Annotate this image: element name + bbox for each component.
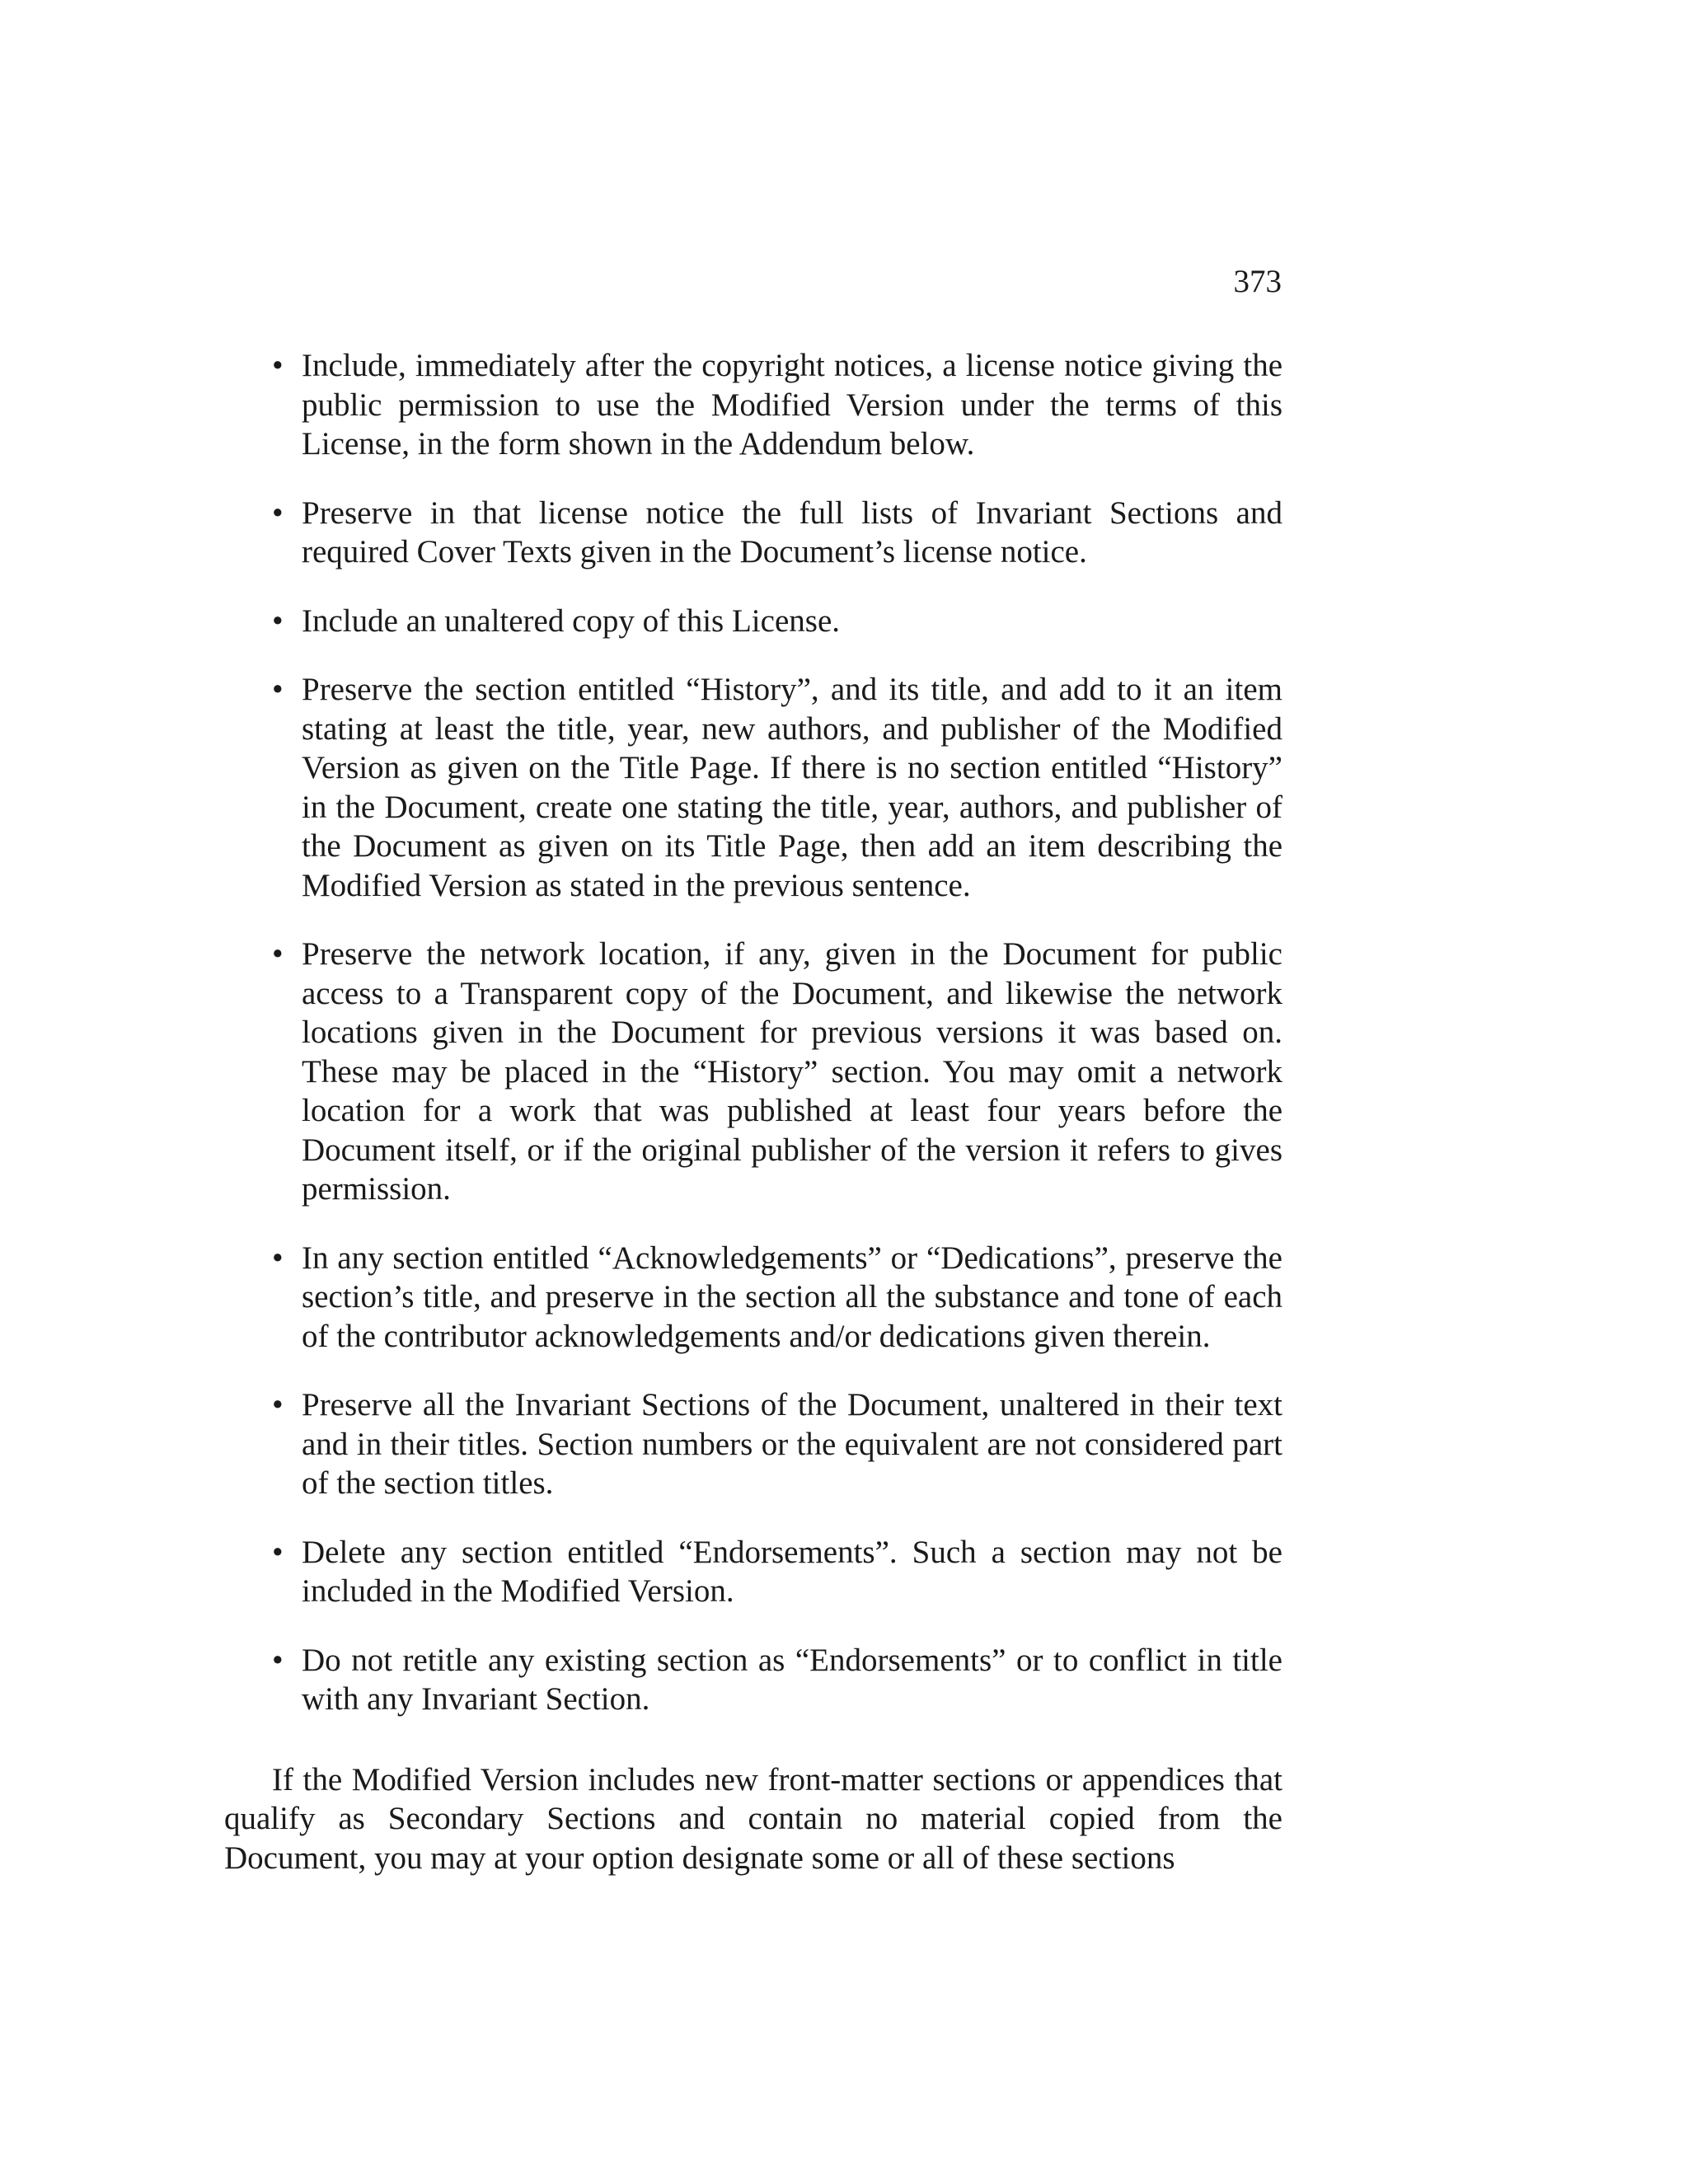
bullet-icon: • xyxy=(272,602,284,639)
list-item-text: Preserve the network location, if any, given in the Document for public access to a Transparent copy of the Document, and likewise the network locations given in the Document for previous versions it was based on. These may be placed in the “History” section. You may omit a network location for a work that was published at least four years before the Document itself, or if the original publisher of the version it refers to gives permission. xyxy=(302,936,1282,1207)
bullet-list xyxy=(224,346,1282,1719)
list-item-text: Preserve all the Invariant Sections of the Document, unaltered in their text and in their titles. Section numbers or the equivalent are not considered part of the section titles. xyxy=(302,1387,1282,1501)
bullet-icon: • xyxy=(272,1534,284,1570)
list-item xyxy=(224,670,1282,905)
bullet-icon: • xyxy=(272,1642,284,1678)
list-item-text: Include, immediately after the copyright notices, a license notice giving the public permission to use the Modified Version under the terms of this License, in the form shown in the Addendum below. xyxy=(302,348,1282,462)
list-item-text: Preserve in that license notice the full lists of Invariant Sections and required Cover Texts given in the Document’s license notice. xyxy=(302,494,1282,569)
page-number: 373 xyxy=(1233,264,1282,299)
list-item xyxy=(224,1385,1282,1503)
bullet-icon: • xyxy=(272,1240,284,1276)
list-item-text: In any section entitled “Acknowledgements” or “Dedications”, preserve the section’s title, and preserve in the section all the substance and tone of each of the contributor acknowledgements and/or dedications given therein. xyxy=(302,1240,1282,1354)
list-item xyxy=(224,346,1282,464)
bullet-icon: • xyxy=(272,936,284,972)
page-body xyxy=(224,346,1282,1877)
bullet-icon: • xyxy=(272,348,284,383)
list-item-text: Delete any section entitled “Endorsements”. Such a section may not be included in the Modified Version. xyxy=(302,1534,1282,1609)
bullet-icon: • xyxy=(272,1387,284,1422)
bullet-icon: • xyxy=(272,672,284,707)
body-paragraph: If the Modified Version includes new front-matter sections or appendices that qualify as Secondary Sections and contain no material copied from the Document, you may at your option designate some or all of these sections xyxy=(224,1761,1282,1876)
list-item xyxy=(224,1239,1282,1357)
list-item xyxy=(224,1641,1282,1719)
bullet-icon: • xyxy=(272,494,284,531)
list-item-text: Include an unaltered copy of this License. xyxy=(302,602,841,639)
list-item xyxy=(224,494,1282,572)
list-item xyxy=(224,602,1282,641)
list-item xyxy=(224,1533,1282,1611)
list-item-text: Do not retitle any existing section as “Endorsements” or to conflict in title with any Invariant Section. xyxy=(302,1642,1282,1717)
list-item xyxy=(224,935,1282,1209)
list-item-text: Preserve the section entitled “History”, and its title, and add to it an item stating at least the title, year, new authors, and publisher of the Modified Version as given on the Title Page. If there is no section entitled “History” in the Document, create one stating the title, year, authors, and publisher of the Document as given on its Title Page, then add an item describing the Modified Version as stated in the previous sentence. xyxy=(302,672,1282,903)
